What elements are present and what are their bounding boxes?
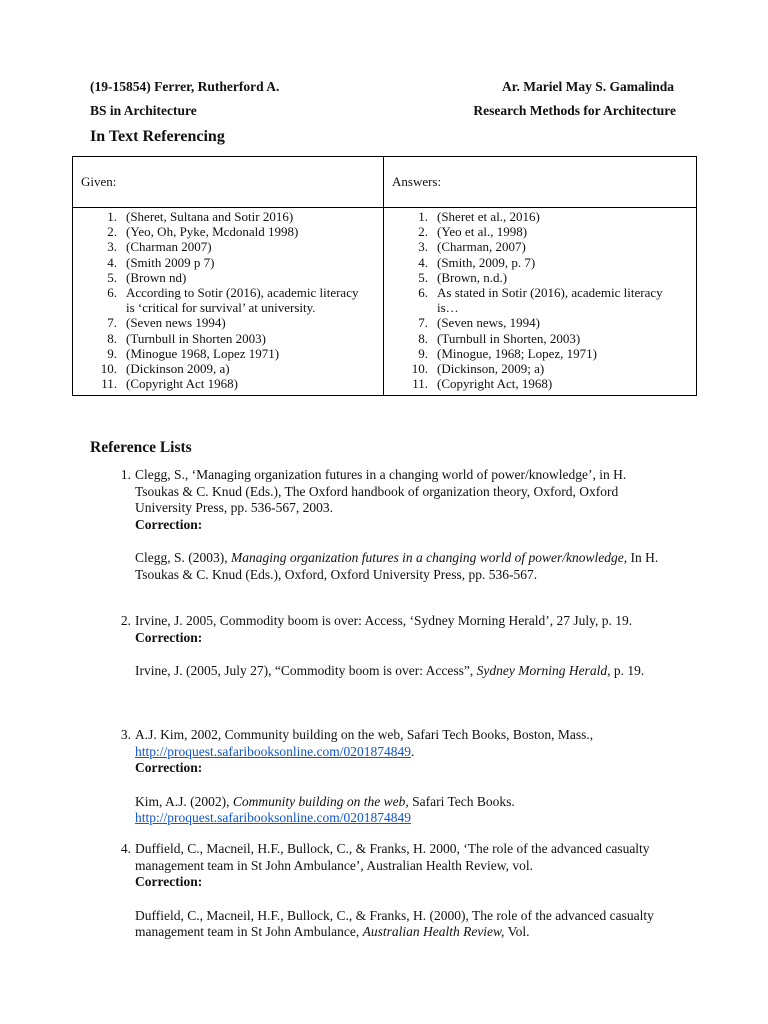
answer-item-number: 5.: [418, 269, 428, 285]
in-text-referencing-table: [72, 156, 697, 396]
answer-item-number: 2.: [418, 224, 428, 240]
given-item-text: (Smith 2009 p 7): [126, 254, 215, 270]
answer-item-number: 4.: [418, 254, 428, 270]
reference-entry: [111, 841, 671, 941]
answer-item: [384, 255, 696, 270]
given-item: [73, 346, 383, 361]
given-item-text: (Brown nd): [126, 269, 187, 285]
answer-item-number: 10.: [411, 361, 428, 377]
student-name: (19-15854) Ferrer, Rutherford A.: [90, 79, 280, 94]
given-item-number: 10.: [100, 361, 117, 377]
answer-item-text: (Dickinson, 2009; a): [437, 361, 545, 377]
answer-item: [384, 346, 696, 361]
given-item-number: 11.: [101, 376, 117, 392]
given-item-text: (Seven news 1994): [126, 315, 226, 331]
reference-correction: Clegg, S. (2003), Managing organization futures in a changing world of power/knowledge, In H. Tsoukas & C. Knud (Eds.), Oxford, Oxford University Press, pp. 536-567.: [135, 550, 659, 582]
reference-correction: Duffield, C., Macneil, H.F., Bullock, C., & Franks, H. (2000), The role of the advanced casualty management team in St John Ambulance, Australian Health Review, Vol.: [135, 907, 654, 939]
course-name: Research Methods for Architecture: [473, 103, 676, 118]
given-item-number: 3.: [107, 239, 117, 255]
reference-correction: Kim, A.J. (2002), Community building on the web, Safari Tech Books. http://proquest.safaribooksonline.com/0201874849: [135, 793, 515, 825]
given-item-number: 8.: [107, 330, 117, 346]
reference-original: Duffield, C., Macneil, H.F., Bullock, C., & Franks, H. 2000, ‘The role of the advanced casualty management team in St John Ambulance’, Australian Health Review, vol.: [135, 841, 650, 873]
given-item: [73, 331, 383, 346]
answer-item-text: As stated in Sotir (2016), academic literacy is…: [437, 285, 663, 316]
reference-lists-title: Reference Lists: [90, 439, 192, 456]
answers-cell: [384, 208, 697, 396]
program-name: BS in Architecture: [90, 103, 197, 118]
given-item: [73, 239, 383, 254]
original-url-link[interactable]: http://proquest.safaribooksonline.com/0201874849: [135, 743, 411, 759]
given-item-number: 4.: [107, 254, 117, 270]
reference-number: 4.: [120, 841, 131, 856]
given-item-text: (Copyright Act 1968): [126, 376, 238, 392]
given-item: [73, 255, 383, 270]
answer-item-number: 6.: [418, 285, 428, 301]
page-title: In Text Referencing: [90, 128, 225, 145]
answer-item-number: 9.: [418, 345, 428, 361]
given-item-text: (Turnbull in Shorten 2003): [126, 330, 266, 346]
reference-number: 1.: [120, 467, 131, 482]
answer-item-number: 11.: [412, 376, 428, 392]
given-item-number: 6.: [107, 285, 117, 301]
answer-item-text: (Minogue, 1968; Lopez, 1971): [437, 345, 597, 361]
given-item-text: According to Sotir (2016), academic literacy is ‘critical for survival’ at university.: [126, 285, 359, 316]
answer-item: [384, 239, 696, 254]
given-header: Given:: [73, 157, 384, 208]
given-item-number: 2.: [107, 224, 117, 240]
given-item: [73, 270, 383, 285]
correction-url-link[interactable]: http://proquest.safaribooksonline.com/0201874849: [135, 810, 411, 825]
given-item: [73, 209, 383, 224]
given-item-text: (Minogue 1968, Lopez 1971): [126, 345, 280, 361]
correction-label: Correction:: [135, 629, 203, 645]
answer-item: [384, 285, 696, 315]
given-item: [73, 224, 383, 239]
reference-correction: Irvine, J. (2005, July 27), “Commodity boom is over: Access”, Sydney Morning Herald, p. 19.: [135, 663, 645, 678]
given-item: [73, 285, 383, 315]
given-item: [73, 376, 383, 391]
given-list: [73, 209, 383, 391]
answer-item-number: 8.: [418, 330, 428, 346]
answers-header: Answers:: [384, 157, 697, 208]
answer-item: [384, 315, 696, 330]
answer-item-text: (Turnbull in Shorten, 2003): [437, 330, 581, 346]
answer-item-number: 7.: [418, 315, 428, 331]
answer-item: [384, 331, 696, 346]
answer-item-text: (Yeo et al., 1998): [437, 224, 528, 240]
answer-item: [384, 361, 696, 376]
correction-label: Correction:: [135, 760, 203, 775]
given-cell: [73, 208, 384, 396]
given-item-text: (Sheret, Sultana and Sotir 2016): [126, 209, 294, 224]
given-item-text: (Yeo, Oh, Pyke, Mcdonald 1998): [126, 224, 299, 240]
answer-item-text: (Charman, 2007): [437, 239, 526, 255]
answer-item: [384, 224, 696, 239]
answer-item-text: (Copyright Act, 1968): [437, 376, 553, 392]
given-item-text: (Dickinson 2009, a): [126, 361, 230, 377]
reference-original: Irvine, J. 2005, Commodity boom is over: Access, ‘Sydney Morning Herald’, 27 July, p. 19.: [135, 613, 633, 628]
reference-entry: [111, 467, 671, 583]
given-item-number: 1.: [107, 209, 117, 224]
reference-entry: [111, 727, 671, 827]
reference-number: 3.: [120, 727, 131, 742]
given-item: [73, 315, 383, 330]
given-item-number: 5.: [107, 269, 117, 285]
answer-item-text: (Smith, 2009, p. 7): [437, 254, 536, 270]
answer-item-number: 3.: [418, 239, 428, 255]
answer-item-text: (Seven news, 1994): [437, 315, 540, 331]
reference-number: 2.: [120, 613, 131, 628]
answer-item-text: (Sheret et al., 2016): [437, 209, 540, 224]
answers-list: [384, 209, 696, 391]
given-item-text: (Charman 2007): [126, 239, 212, 255]
reference-original: A.J. Kim, 2002, Community building on the web, Safari Tech Books, Boston, Mass., http://proquest.safaribooksonline.com/0201874849.: [135, 727, 594, 759]
reference-original: Clegg, S., ‘Managing organization futures in a changing world of power/knowledge’, in H. Tsoukas & C. Knud (Eds.), The Oxford handbook of organization theory, Oxford, Oxford University Press, pp. 536-567, 2003.: [135, 467, 627, 515]
correction-label: Correction:: [135, 516, 203, 532]
given-item: [73, 361, 383, 376]
answer-item: [384, 270, 696, 285]
reference-entry: [111, 613, 671, 680]
answer-item-number: 1.: [418, 209, 428, 224]
correction-label: Correction:: [135, 874, 203, 889]
given-item-number: 9.: [107, 345, 117, 361]
answer-item-text: (Brown, n.d.): [437, 269, 508, 285]
instructor-name: Ar. Mariel May S. Gamalinda: [502, 79, 674, 94]
given-item-number: 7.: [107, 315, 117, 331]
answer-item: [384, 209, 696, 224]
answer-item: [384, 376, 696, 391]
